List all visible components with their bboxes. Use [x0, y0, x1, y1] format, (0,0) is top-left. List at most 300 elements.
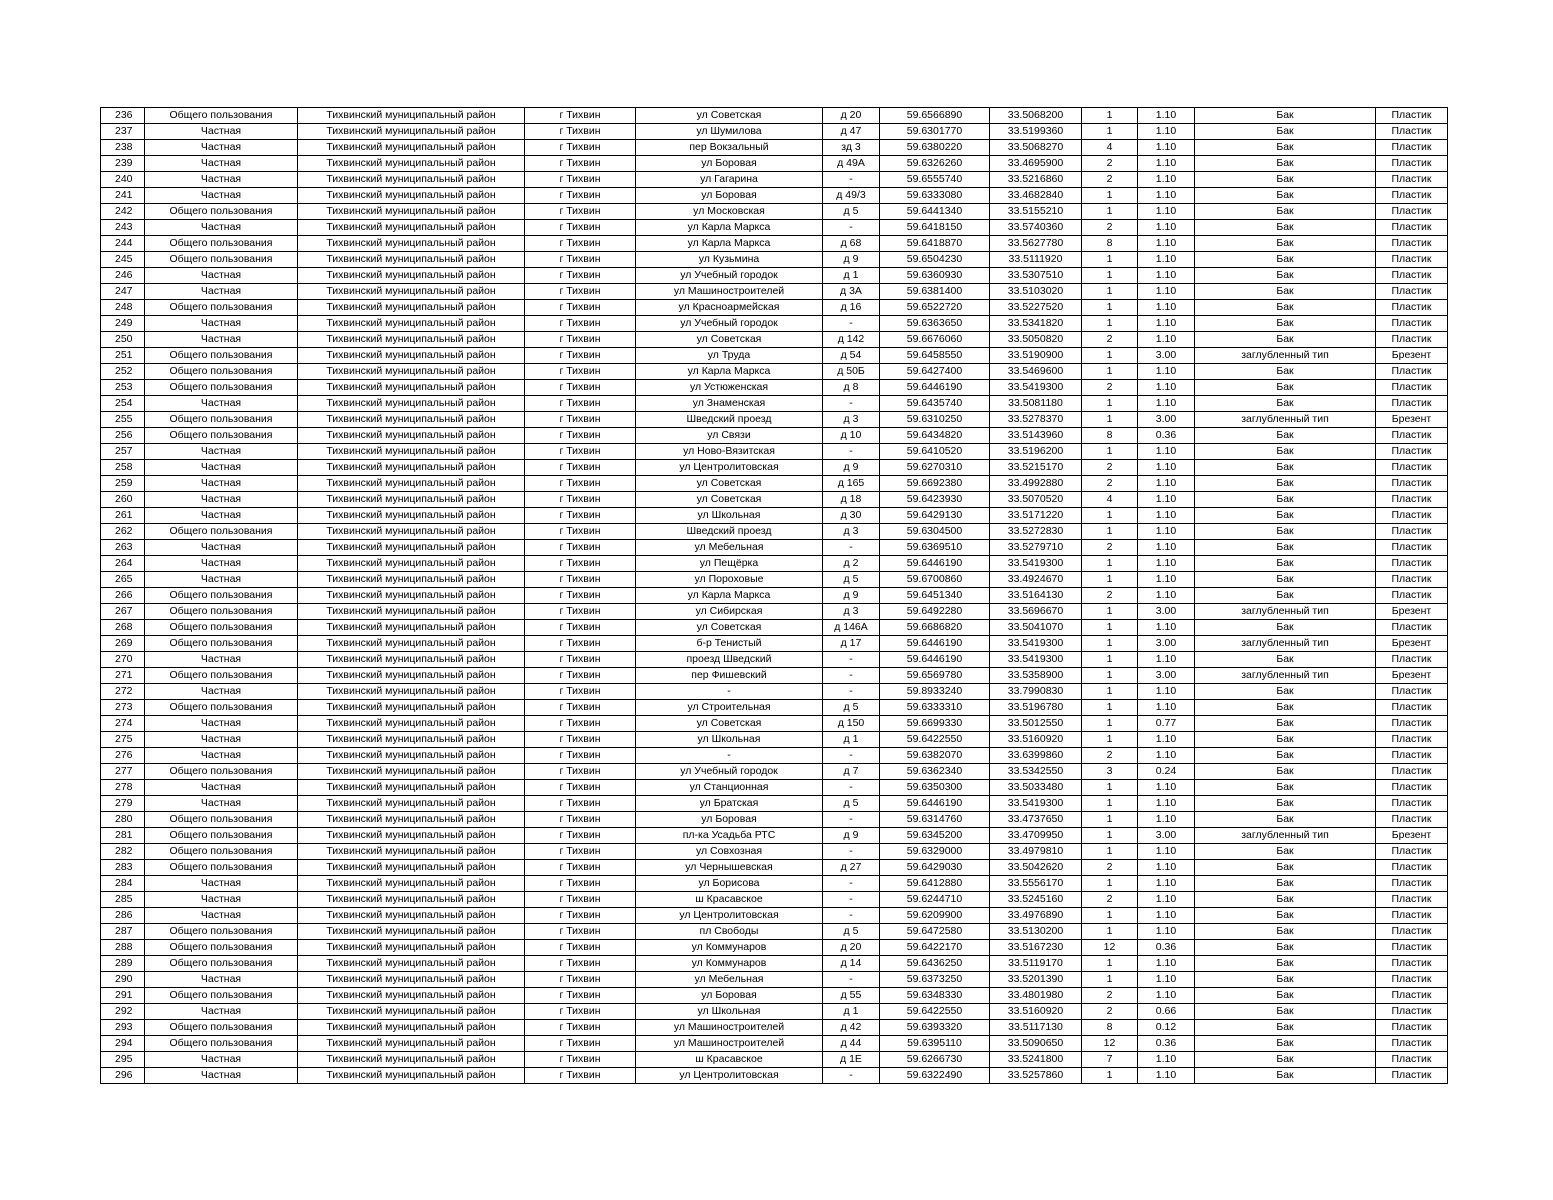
house-cell: д 2: [823, 556, 880, 572]
district-cell: Тихвинский муниципальный район: [298, 428, 525, 444]
container-type-cell: Бак: [1195, 796, 1376, 812]
table-row: [101, 908, 1448, 924]
city-cell: г Тихвин: [525, 812, 636, 828]
city-cell: г Тихвин: [525, 652, 636, 668]
count-cell: 12: [1082, 1036, 1138, 1052]
row-number-cell: 237: [101, 124, 145, 140]
table-row: [101, 476, 1448, 492]
latitude-cell: 59.6435740: [880, 396, 990, 412]
table-row: [101, 876, 1448, 892]
district-cell: Тихвинский муниципальный район: [298, 524, 525, 540]
row-number-cell: 244: [101, 236, 145, 252]
volume-cell: 1.10: [1138, 684, 1195, 700]
city-cell: г Тихвин: [525, 1004, 636, 1020]
usage-type-cell: Частная: [145, 492, 298, 508]
street-cell: ул Советская: [636, 492, 823, 508]
usage-type-cell: Частная: [145, 652, 298, 668]
district-cell: Тихвинский муниципальный район: [298, 396, 525, 412]
row-number-cell: 266: [101, 588, 145, 604]
city-cell: г Тихвин: [525, 236, 636, 252]
count-cell: 12: [1082, 940, 1138, 956]
volume-cell: 0.36: [1138, 940, 1195, 956]
count-cell: 1: [1082, 828, 1138, 844]
container-type-cell: Бак: [1195, 364, 1376, 380]
container-type-cell: Бак: [1195, 844, 1376, 860]
table-row: [101, 508, 1448, 524]
longitude-cell: 33.5111920: [990, 252, 1082, 268]
usage-type-cell: Общего пользования: [145, 380, 298, 396]
longitude-cell: 33.5227520: [990, 300, 1082, 316]
row-number-cell: 289: [101, 956, 145, 972]
count-cell: 1: [1082, 716, 1138, 732]
count-cell: 1: [1082, 1068, 1138, 1084]
latitude-cell: 59.6429130: [880, 508, 990, 524]
volume-cell: 1.10: [1138, 364, 1195, 380]
longitude-cell: 33.5160920: [990, 1004, 1082, 1020]
house-cell: д 30: [823, 508, 880, 524]
volume-cell: 1.10: [1138, 780, 1195, 796]
latitude-cell: 59.6569780: [880, 668, 990, 684]
row-number-cell: 278: [101, 780, 145, 796]
container-type-cell: Бак: [1195, 380, 1376, 396]
longitude-cell: 33.5740360: [990, 220, 1082, 236]
district-cell: Тихвинский муниципальный район: [298, 828, 525, 844]
material-cell: Пластик: [1376, 844, 1448, 860]
district-cell: Тихвинский муниципальный район: [298, 1004, 525, 1020]
longitude-cell: 33.5307510: [990, 268, 1082, 284]
latitude-cell: 59.6362340: [880, 764, 990, 780]
volume-cell: 1.10: [1138, 220, 1195, 236]
district-cell: Тихвинский муниципальный район: [298, 588, 525, 604]
district-cell: Тихвинский муниципальный район: [298, 620, 525, 636]
row-number-cell: 250: [101, 332, 145, 348]
house-cell: д 10: [823, 428, 880, 444]
house-cell: зд 3: [823, 140, 880, 156]
house-cell: -: [823, 172, 880, 188]
city-cell: г Тихвин: [525, 124, 636, 140]
container-type-cell: заглубленный тип: [1195, 828, 1376, 844]
street-cell: ул Советская: [636, 108, 823, 124]
longitude-cell: 33.5130200: [990, 924, 1082, 940]
city-cell: г Тихвин: [525, 604, 636, 620]
usage-type-cell: Частная: [145, 540, 298, 556]
latitude-cell: 59.6422170: [880, 940, 990, 956]
usage-type-cell: Частная: [145, 972, 298, 988]
table-row: [101, 284, 1448, 300]
count-cell: 1: [1082, 524, 1138, 540]
count-cell: 1: [1082, 572, 1138, 588]
container-type-cell: Бак: [1195, 332, 1376, 348]
usage-type-cell: Частная: [145, 140, 298, 156]
city-cell: г Тихвин: [525, 380, 636, 396]
container-type-cell: Бак: [1195, 540, 1376, 556]
city-cell: г Тихвин: [525, 572, 636, 588]
district-cell: Тихвинский муниципальный район: [298, 668, 525, 684]
street-cell: ул Учебный городок: [636, 316, 823, 332]
house-cell: -: [823, 748, 880, 764]
container-type-cell: Бак: [1195, 316, 1376, 332]
usage-type-cell: Общего пользования: [145, 956, 298, 972]
table-row: [101, 748, 1448, 764]
city-cell: г Тихвин: [525, 1052, 636, 1068]
longitude-cell: 33.4976890: [990, 908, 1082, 924]
district-cell: Тихвинский муниципальный район: [298, 956, 525, 972]
district-cell: Тихвинский муниципальный район: [298, 540, 525, 556]
longitude-cell: 33.5342550: [990, 764, 1082, 780]
table-row: [101, 620, 1448, 636]
latitude-cell: 59.6348330: [880, 988, 990, 1004]
usage-type-cell: Общего пользования: [145, 764, 298, 780]
count-cell: 8: [1082, 428, 1138, 444]
house-cell: -: [823, 316, 880, 332]
container-type-cell: Бак: [1195, 204, 1376, 220]
latitude-cell: 59.6446190: [880, 380, 990, 396]
longitude-cell: 33.5278370: [990, 412, 1082, 428]
material-cell: Пластик: [1376, 620, 1448, 636]
house-cell: д 5: [823, 924, 880, 940]
row-number-cell: 288: [101, 940, 145, 956]
latitude-cell: 59.6446190: [880, 652, 990, 668]
container-type-cell: Бак: [1195, 460, 1376, 476]
street-cell: ул Братская: [636, 796, 823, 812]
usage-type-cell: Общего пользования: [145, 844, 298, 860]
longitude-cell: 33.5279710: [990, 540, 1082, 556]
table-row: [101, 588, 1448, 604]
street-cell: -: [636, 684, 823, 700]
usage-type-cell: Частная: [145, 796, 298, 812]
row-number-cell: 296: [101, 1068, 145, 1084]
longitude-cell: 33.5419300: [990, 380, 1082, 396]
district-cell: Тихвинский муниципальный район: [298, 796, 525, 812]
material-cell: Пластик: [1376, 556, 1448, 572]
city-cell: г Тихвин: [525, 316, 636, 332]
district-cell: Тихвинский муниципальный район: [298, 1068, 525, 1084]
material-cell: Пластик: [1376, 956, 1448, 972]
usage-type-cell: Общего пользования: [145, 1020, 298, 1036]
street-cell: ул Пороховые: [636, 572, 823, 588]
latitude-cell: 59.6555740: [880, 172, 990, 188]
street-cell: пл Свободы: [636, 924, 823, 940]
district-cell: Тихвинский муниципальный район: [298, 556, 525, 572]
house-cell: д 9: [823, 588, 880, 604]
street-cell: ул Совхозная: [636, 844, 823, 860]
table-row: [101, 700, 1448, 716]
house-cell: д 47: [823, 124, 880, 140]
volume-cell: 3.00: [1138, 636, 1195, 652]
street-cell: ул Знаменская: [636, 396, 823, 412]
latitude-cell: 59.6270310: [880, 460, 990, 476]
longitude-cell: 33.5117130: [990, 1020, 1082, 1036]
count-cell: 1: [1082, 204, 1138, 220]
row-number-cell: 265: [101, 572, 145, 588]
material-cell: Пластик: [1376, 1036, 1448, 1052]
house-cell: д 27: [823, 860, 880, 876]
city-cell: г Тихвин: [525, 764, 636, 780]
city-cell: г Тихвин: [525, 204, 636, 220]
table-row: [101, 956, 1448, 972]
count-cell: 2: [1082, 156, 1138, 172]
container-type-cell: Бак: [1195, 780, 1376, 796]
row-number-cell: 277: [101, 764, 145, 780]
usage-type-cell: Общего пользования: [145, 428, 298, 444]
latitude-cell: 59.6333310: [880, 700, 990, 716]
house-cell: д 42: [823, 1020, 880, 1036]
house-cell: д 5: [823, 204, 880, 220]
street-cell: ул Московская: [636, 204, 823, 220]
row-number-cell: 276: [101, 748, 145, 764]
count-cell: 1: [1082, 876, 1138, 892]
row-number-cell: 287: [101, 924, 145, 940]
table-row: [101, 540, 1448, 556]
longitude-cell: 33.5272830: [990, 524, 1082, 540]
material-cell: Пластик: [1376, 428, 1448, 444]
table-row: [101, 1004, 1448, 1020]
longitude-cell: 33.5419300: [990, 636, 1082, 652]
longitude-cell: 33.4709950: [990, 828, 1082, 844]
table-row: [101, 140, 1448, 156]
street-cell: ул Ново-Вязитская: [636, 444, 823, 460]
city-cell: г Тихвин: [525, 956, 636, 972]
material-cell: Пластик: [1376, 252, 1448, 268]
container-type-cell: Бак: [1195, 476, 1376, 492]
city-cell: г Тихвин: [525, 668, 636, 684]
volume-cell: 1.10: [1138, 1052, 1195, 1068]
row-number-cell: 271: [101, 668, 145, 684]
street-cell: ул Машиностроителей: [636, 1020, 823, 1036]
city-cell: г Тихвин: [525, 876, 636, 892]
usage-type-cell: Частная: [145, 156, 298, 172]
table-row: [101, 796, 1448, 812]
count-cell: 1: [1082, 636, 1138, 652]
row-number-cell: 255: [101, 412, 145, 428]
longitude-cell: 33.5419300: [990, 556, 1082, 572]
row-number-cell: 241: [101, 188, 145, 204]
latitude-cell: 59.6301770: [880, 124, 990, 140]
count-cell: 1: [1082, 284, 1138, 300]
container-type-cell: Бак: [1195, 156, 1376, 172]
street-cell: ул Машиностроителей: [636, 284, 823, 300]
row-number-cell: 245: [101, 252, 145, 268]
latitude-cell: 59.6441340: [880, 204, 990, 220]
house-cell: -: [823, 892, 880, 908]
longitude-cell: 33.4979810: [990, 844, 1082, 860]
table-row: [101, 972, 1448, 988]
container-type-cell: Бак: [1195, 860, 1376, 876]
longitude-cell: 33.5419300: [990, 652, 1082, 668]
table-row: [101, 524, 1448, 540]
city-cell: г Тихвин: [525, 268, 636, 284]
count-cell: 1: [1082, 844, 1138, 860]
longitude-cell: 33.5171220: [990, 508, 1082, 524]
usage-type-cell: Общего пользования: [145, 588, 298, 604]
row-number-cell: 283: [101, 860, 145, 876]
longitude-cell: 33.5216860: [990, 172, 1082, 188]
district-cell: Тихвинский муниципальный район: [298, 748, 525, 764]
volume-cell: 1.10: [1138, 652, 1195, 668]
house-cell: д 3А: [823, 284, 880, 300]
volume-cell: 1.10: [1138, 508, 1195, 524]
usage-type-cell: Частная: [145, 780, 298, 796]
latitude-cell: 59.8933240: [880, 684, 990, 700]
street-cell: ул Советская: [636, 620, 823, 636]
latitude-cell: 59.6412880: [880, 876, 990, 892]
district-cell: Тихвинский муниципальный район: [298, 444, 525, 460]
container-type-cell: Бак: [1195, 812, 1376, 828]
street-cell: ш Красавское: [636, 892, 823, 908]
volume-cell: 1.10: [1138, 956, 1195, 972]
count-cell: 1: [1082, 300, 1138, 316]
container-type-cell: Бак: [1195, 716, 1376, 732]
usage-type-cell: Частная: [145, 124, 298, 140]
material-cell: Пластик: [1376, 332, 1448, 348]
usage-type-cell: Общего пользования: [145, 204, 298, 220]
street-cell: пл-ка Усадьба РТС: [636, 828, 823, 844]
latitude-cell: 59.6381400: [880, 284, 990, 300]
count-cell: 1: [1082, 732, 1138, 748]
longitude-cell: 33.7990830: [990, 684, 1082, 700]
district-cell: Тихвинский муниципальный район: [298, 412, 525, 428]
district-cell: Тихвинский муниципальный район: [298, 572, 525, 588]
longitude-cell: 33.4695900: [990, 156, 1082, 172]
material-cell: Пластик: [1376, 268, 1448, 284]
table-row: [101, 604, 1448, 620]
house-cell: д 8: [823, 380, 880, 396]
container-type-cell: Бак: [1195, 1036, 1376, 1052]
street-cell: ул Устюженская: [636, 380, 823, 396]
usage-type-cell: Частная: [145, 908, 298, 924]
house-cell: д 16: [823, 300, 880, 316]
row-number-cell: 291: [101, 988, 145, 1004]
row-number-cell: 240: [101, 172, 145, 188]
count-cell: 1: [1082, 972, 1138, 988]
count-cell: 1: [1082, 780, 1138, 796]
table-body: [101, 108, 1448, 1084]
street-cell: ул Школьная: [636, 732, 823, 748]
row-number-cell: 275: [101, 732, 145, 748]
count-cell: 2: [1082, 748, 1138, 764]
material-cell: Пластик: [1376, 300, 1448, 316]
city-cell: г Тихвин: [525, 860, 636, 876]
street-cell: ул Боровая: [636, 156, 823, 172]
material-cell: Пластик: [1376, 188, 1448, 204]
container-type-cell: Бак: [1195, 588, 1376, 604]
count-cell: 2: [1082, 892, 1138, 908]
latitude-cell: 59.6266730: [880, 1052, 990, 1068]
house-cell: д 9: [823, 460, 880, 476]
district-cell: Тихвинский муниципальный район: [298, 940, 525, 956]
latitude-cell: 59.6676060: [880, 332, 990, 348]
house-cell: -: [823, 668, 880, 684]
table-row: [101, 684, 1448, 700]
district-cell: Тихвинский муниципальный район: [298, 108, 525, 124]
district-cell: Тихвинский муниципальный район: [298, 332, 525, 348]
row-number-cell: 292: [101, 1004, 145, 1020]
house-cell: д 150: [823, 716, 880, 732]
volume-cell: 3.00: [1138, 668, 1195, 684]
street-cell: ул Связи: [636, 428, 823, 444]
latitude-cell: 59.6395110: [880, 1036, 990, 1052]
usage-type-cell: Общего пользования: [145, 604, 298, 620]
street-cell: ул Станционная: [636, 780, 823, 796]
district-cell: Тихвинский муниципальный район: [298, 460, 525, 476]
district-cell: Тихвинский муниципальный район: [298, 908, 525, 924]
table-row: [101, 1036, 1448, 1052]
material-cell: Пластик: [1376, 236, 1448, 252]
district-cell: Тихвинский муниципальный район: [298, 268, 525, 284]
table-row: [101, 268, 1448, 284]
street-cell: ул Советская: [636, 716, 823, 732]
street-cell: ул Кузьмина: [636, 252, 823, 268]
count-cell: 4: [1082, 140, 1138, 156]
district-cell: Тихвинский муниципальный район: [298, 972, 525, 988]
city-cell: г Тихвин: [525, 892, 636, 908]
row-number-cell: 270: [101, 652, 145, 668]
latitude-cell: 59.6446190: [880, 636, 990, 652]
longitude-cell: 33.5201390: [990, 972, 1082, 988]
material-cell: Брезент: [1376, 828, 1448, 844]
count-cell: 2: [1082, 860, 1138, 876]
table-row: [101, 1068, 1448, 1084]
row-number-cell: 280: [101, 812, 145, 828]
street-cell: ул Карла Маркса: [636, 236, 823, 252]
container-type-cell: заглубленный тип: [1195, 636, 1376, 652]
city-cell: г Тихвин: [525, 492, 636, 508]
container-type-cell: Бак: [1195, 684, 1376, 700]
usage-type-cell: Частная: [145, 1068, 298, 1084]
longitude-cell: 33.5041070: [990, 620, 1082, 636]
city-cell: г Тихвин: [525, 924, 636, 940]
district-cell: Тихвинский муниципальный район: [298, 1052, 525, 1068]
house-cell: д 7: [823, 764, 880, 780]
latitude-cell: 59.6472580: [880, 924, 990, 940]
material-cell: Пластик: [1376, 812, 1448, 828]
house-cell: д 1: [823, 268, 880, 284]
volume-cell: 1.10: [1138, 812, 1195, 828]
table-row: [101, 556, 1448, 572]
usage-type-cell: Общего пользования: [145, 108, 298, 124]
latitude-cell: 59.6699330: [880, 716, 990, 732]
container-type-cell: Бак: [1195, 892, 1376, 908]
latitude-cell: 59.6209900: [880, 908, 990, 924]
longitude-cell: 33.5119170: [990, 956, 1082, 972]
count-cell: 1: [1082, 444, 1138, 460]
material-cell: Пластик: [1376, 684, 1448, 700]
material-cell: Брезент: [1376, 636, 1448, 652]
street-cell: ул Строительная: [636, 700, 823, 716]
material-cell: Пластик: [1376, 396, 1448, 412]
count-cell: 1: [1082, 252, 1138, 268]
volume-cell: 1.10: [1138, 796, 1195, 812]
longitude-cell: 33.4682840: [990, 188, 1082, 204]
volume-cell: 1.10: [1138, 156, 1195, 172]
district-cell: Тихвинский муниципальный район: [298, 988, 525, 1004]
district-cell: Тихвинский муниципальный район: [298, 156, 525, 172]
table-row: [101, 204, 1448, 220]
volume-cell: 1.10: [1138, 972, 1195, 988]
material-cell: Пластик: [1376, 124, 1448, 140]
house-cell: д 20: [823, 940, 880, 956]
city-cell: г Тихвин: [525, 940, 636, 956]
table-row: [101, 428, 1448, 444]
usage-type-cell: Общего пользования: [145, 940, 298, 956]
city-cell: г Тихвин: [525, 428, 636, 444]
city-cell: г Тихвин: [525, 620, 636, 636]
volume-cell: 1.10: [1138, 844, 1195, 860]
usage-type-cell: Общего пользования: [145, 636, 298, 652]
material-cell: Пластик: [1376, 796, 1448, 812]
table-row: [101, 156, 1448, 172]
table-row: [101, 492, 1448, 508]
